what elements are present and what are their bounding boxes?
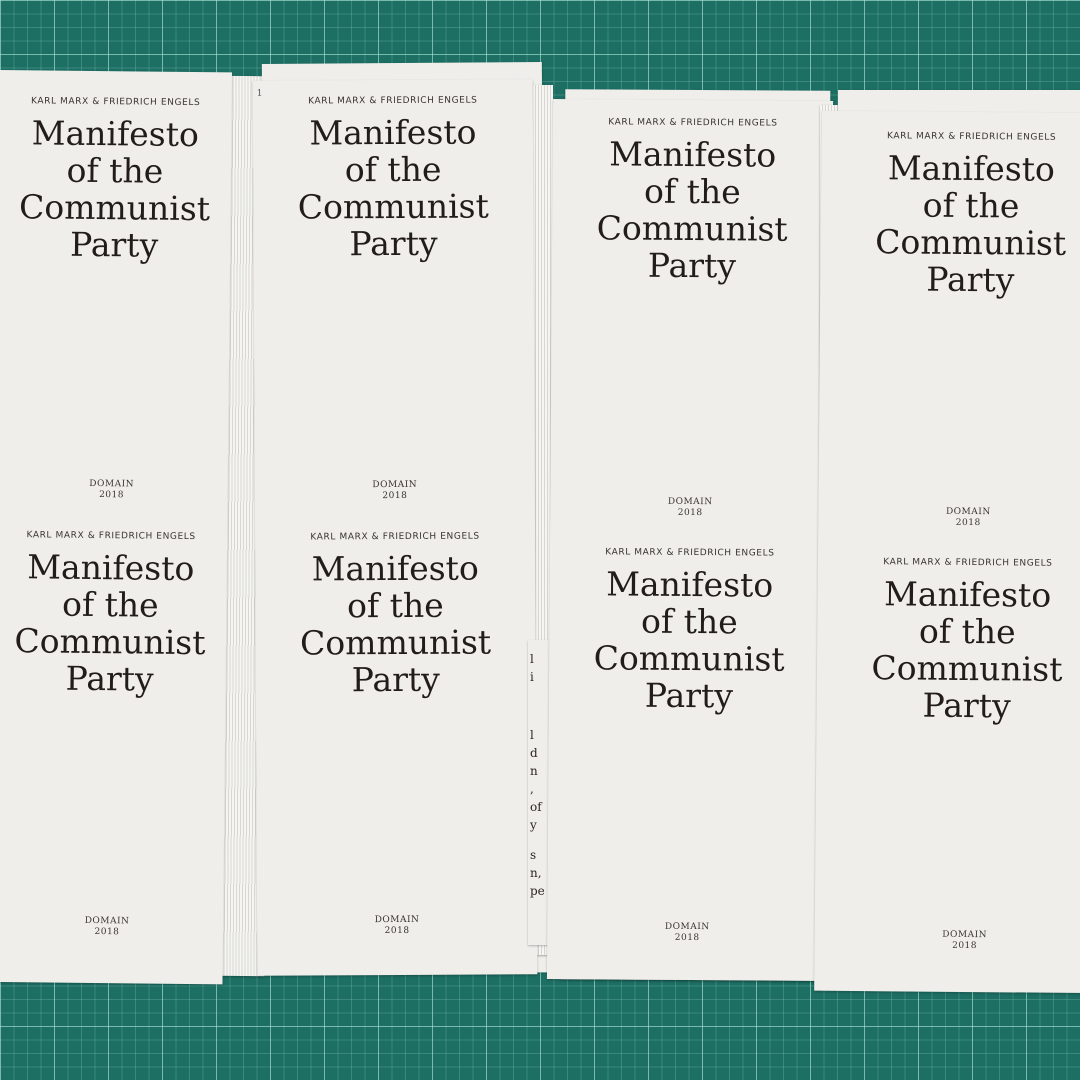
title-line-3: Communist [300,622,492,663]
title-line-4: Party [922,685,1011,726]
title-line-1: Manifesto [606,564,774,605]
cover-top [0,96,232,264]
title-line-4: Party [351,659,440,700]
publisher-name: DOMAIN [667,496,713,508]
cover-bottom [549,547,830,715]
publisher-name: DOMAIN [374,914,420,926]
publication-year: 2018 [99,490,125,501]
cover-top [820,131,1080,300]
cover-title [0,548,227,698]
title-line-1: Manifesto [309,112,477,153]
newspaper-stack-1 [0,70,275,985]
title-line-2: of the [643,171,741,212]
title-line-1: Manifesto [27,547,195,589]
publisher-name: DOMAIN [372,479,418,491]
text-fragment: n, [530,866,542,880]
publication-year: 2018 [952,940,978,952]
authors-line: KARL MARX & FRIEDRICH ENGELS [30,96,201,109]
publisher-block [257,914,537,937]
title-line-1: Manifesto [311,548,479,589]
cover-top [253,95,534,262]
authors-line: KARL MARX & FRIEDRICH ENGELS [608,117,778,129]
cover-sheet [0,70,232,984]
cover-title [817,575,1080,726]
publisher-name: DOMAIN [89,478,135,490]
cover-sheet [547,99,833,981]
title-line-2: of the [918,611,1016,652]
text-fragment: l [530,652,534,666]
publication-year: 2018 [384,925,410,937]
cover-title [549,565,830,715]
authors-line: KARL MARX & FRIEDRICH ENGELS [310,531,480,543]
title-line-2: of the [346,585,444,626]
cover-top [552,117,833,285]
cover-sheet [253,79,538,975]
title-line-3: Communist [14,621,206,663]
publisher-block [0,915,223,939]
text-fragment: l [530,728,534,742]
newspaper-stack-2 [255,55,555,980]
title-line-4: Party [349,223,438,264]
publication-year: 2018 [955,517,981,529]
title-line-2: of the [66,150,164,191]
publication-year: 2018 [674,932,700,944]
title-line-1: Manifesto [31,113,200,155]
cover-title [253,113,534,262]
text-fragment: of [530,800,542,814]
text-fragment: n [530,764,538,778]
newspaper-stack-4 [810,90,1080,1000]
title-line-3: Communist [593,638,785,679]
publisher-name: DOMAIN [945,506,991,518]
publisher-block [547,921,827,945]
cover-bottom [0,530,227,698]
text-fragment: pe [530,884,545,898]
publisher-block [550,496,830,520]
title-line-3: Communist [18,187,211,229]
cover-bottom [817,557,1080,726]
title-line-2: of the [344,149,442,190]
text-fragment: d [530,746,538,760]
title-line-4: Party [926,259,1015,300]
title-line-2: of the [640,601,738,642]
text-fragment: s [530,848,537,862]
title-line-2: of the [922,185,1020,226]
publisher-block [255,479,535,502]
title-line-4: Party [69,224,159,265]
authors-line: KARL MARX & FRIEDRICH ENGELS [26,530,196,543]
title-line-3: Communist [596,208,788,249]
authors-line: KARL MARX & FRIEDRICH ENGELS [886,131,1057,143]
cover-sheet [814,111,1080,994]
publisher-block [0,478,228,502]
publisher-block [815,929,1080,954]
cover-bottom [255,531,536,698]
text-fragment: i [530,670,534,684]
cover-title [255,549,536,698]
title-line-4: Party [65,658,154,699]
title-line-4: Party [647,245,737,286]
publisher-name: DOMAIN [942,929,988,941]
publisher-name: DOMAIN [84,915,130,927]
publication-year: 2018 [94,927,120,938]
publisher-block [818,506,1080,531]
text-fragment: , [530,782,534,796]
title-line-4: Party [644,675,734,716]
page-number: 1 [256,88,263,99]
publication-year: 2018 [382,490,408,502]
publication-year: 2018 [677,507,703,519]
title-line-3: Communist [871,648,1063,689]
cover-title [552,135,833,285]
newspaper-stack-3 [545,90,835,990]
title-line-2: of the [61,584,159,625]
title-line-1: Manifesto [887,148,1056,189]
cover-title [820,149,1080,300]
title-line-1: Manifesto [883,574,1052,615]
title-line-1: Manifesto [609,134,777,175]
title-line-3: Communist [875,222,1067,263]
text-fragment: y [530,818,537,832]
authors-line: KARL MARX & FRIEDRICH ENGELS [308,95,478,107]
publisher-name: DOMAIN [664,921,710,933]
cover-title [0,114,232,264]
title-line-3: Communist [297,186,489,227]
authors-line: KARL MARX & FRIEDRICH ENGELS [605,547,775,559]
authors-line: KARL MARX & FRIEDRICH ENGELS [883,557,1053,569]
